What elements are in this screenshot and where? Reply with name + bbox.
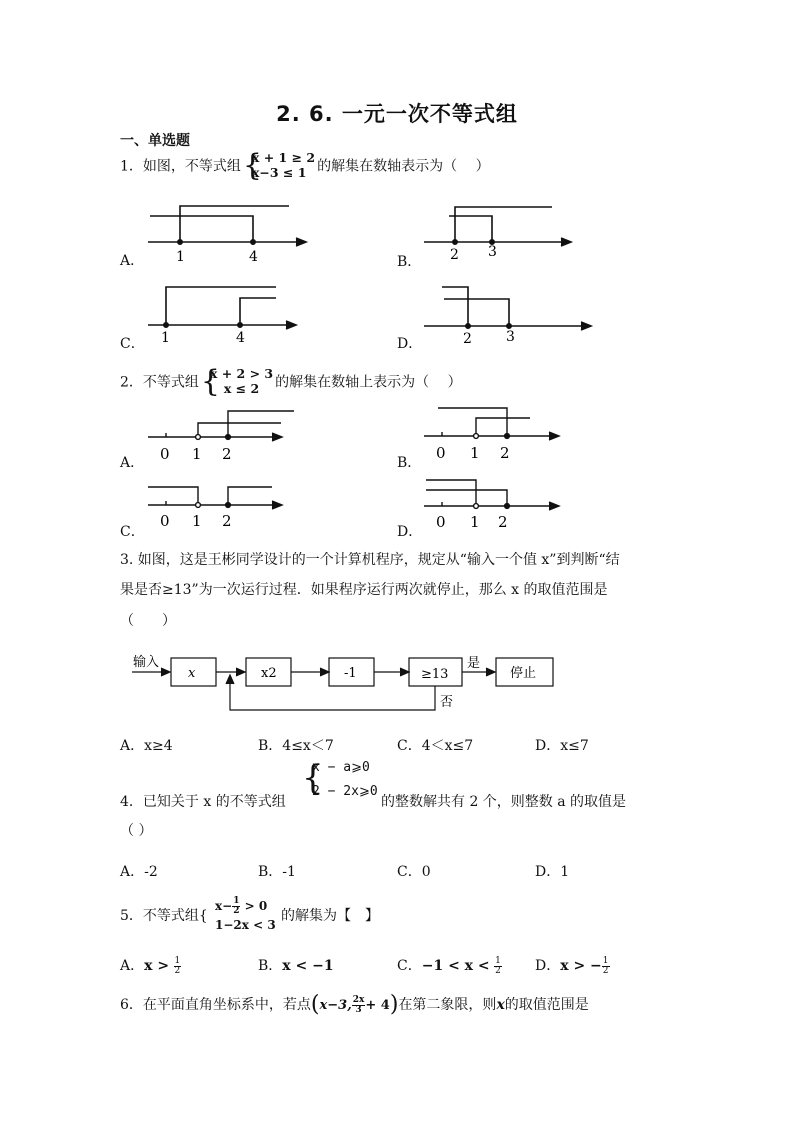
flow-yes-label: 是 bbox=[467, 656, 481, 671]
q2-d-tick-2: 2 bbox=[498, 513, 508, 531]
q3-text-line-3: （ ） bbox=[120, 613, 176, 629]
section-heading: 一、单选题 bbox=[120, 133, 190, 149]
q5-prefix: 5．不等式组{ bbox=[120, 908, 208, 924]
flow-box-check: ≥13 bbox=[421, 667, 449, 682]
q6-prefix: 6．在平面直角坐标系中，若点 bbox=[120, 997, 311, 1013]
q5-a-label: A． bbox=[120, 958, 145, 974]
q6-coord-1: x−3, bbox=[319, 998, 352, 1013]
q1-option-d-label: D． bbox=[397, 336, 423, 352]
q6-var: x bbox=[496, 997, 505, 1013]
q3-option-b: B．4≤x＜7 bbox=[258, 738, 334, 754]
q1-system: { x + 1 ≥ 2 x−3 ≤ 1 bbox=[242, 148, 316, 183]
q4-option-a: A．-2 bbox=[120, 864, 158, 880]
q5-d-label: D． bbox=[535, 958, 561, 974]
q5-d-expr: x > − bbox=[560, 958, 602, 974]
q6-coord-2: + 4 bbox=[365, 998, 390, 1013]
q2-b-tick-2: 2 bbox=[500, 444, 510, 462]
q6-suffix2: 的取值范围是 bbox=[504, 997, 589, 1013]
q1-d-tick-2: 2 bbox=[463, 331, 472, 347]
q5-d-frac bbox=[602, 957, 610, 976]
q2-a-tick-1: 1 bbox=[192, 445, 202, 463]
q2-line1: x + 2 > 3 bbox=[209, 366, 274, 381]
q2-option-b-label: B． bbox=[397, 455, 422, 471]
q5-line1 bbox=[215, 897, 276, 916]
q4-suffix: 的整数解共有 2 个，则整数 a 的取值是 bbox=[381, 794, 627, 810]
q1-line1: x + 1 ≥ 2 bbox=[251, 150, 316, 165]
q5-line2: 1−2x < 3 bbox=[215, 918, 276, 932]
q2-line2: x ≤ 2 bbox=[223, 381, 260, 396]
q2-c-tick-2: 2 bbox=[222, 512, 232, 530]
q2-a-tick-2: 2 bbox=[222, 445, 232, 463]
question-6 bbox=[120, 992, 589, 1019]
q5-d-frac-n: 1 bbox=[602, 955, 609, 966]
page-title: 2. 6. 一元一次不等式组 bbox=[276, 102, 518, 126]
q5-line1-b: > 0 bbox=[244, 899, 268, 913]
q5-a-frac bbox=[174, 957, 182, 976]
flow-box-x: x bbox=[188, 666, 196, 681]
q3-text-line-1: 3. 如图，这是王彬同学设计的一个计算机程序，规定从“输入一个值 x”到判断“结 bbox=[120, 552, 620, 568]
q2-d-tick-0: 0 bbox=[436, 513, 446, 531]
q5-frac-d: 2 bbox=[233, 906, 240, 916]
q5-b-label: B． bbox=[258, 958, 283, 974]
q5-c-frac-d: 2 bbox=[495, 965, 501, 976]
q2-option-d-label: D． bbox=[397, 524, 423, 540]
q4-option-d: D．1 bbox=[535, 864, 570, 880]
q6-suffix: 在第二象限，则 bbox=[398, 997, 497, 1013]
q1-c-tick-1: 1 bbox=[161, 330, 170, 346]
q1-a-tick-1: 1 bbox=[176, 249, 185, 265]
q2-c-tick-1: 1 bbox=[192, 512, 202, 530]
q4-option-c: C．0 bbox=[397, 864, 431, 880]
q2-suffix: 的解集在数轴上表示为（ ） bbox=[275, 374, 462, 391]
q3-option-d: D．x≤7 bbox=[535, 738, 589, 754]
q5-c-expr: −1 < x < bbox=[421, 958, 490, 974]
q6-frac-n: 2x bbox=[352, 994, 365, 1005]
q6-frac-d: 3 bbox=[355, 1004, 362, 1015]
q5-option-b bbox=[258, 955, 334, 975]
q5-a-expr: x > bbox=[144, 958, 170, 974]
q1-option-c-label: C． bbox=[120, 336, 145, 352]
q1-option-b-label: B． bbox=[397, 254, 422, 270]
q2-system: { x + 2 > 3 x ≤ 2 bbox=[200, 364, 274, 399]
q1-prefix: 1．如图，不等式组 bbox=[120, 158, 241, 175]
q6-paren-left: ( bbox=[310, 992, 320, 1017]
q1-b-tick-3: 3 bbox=[488, 244, 497, 260]
flow-box-times2: x2 bbox=[261, 666, 277, 681]
q5-c-frac-n: 1 bbox=[495, 955, 501, 966]
q5-option-c bbox=[397, 955, 502, 976]
flow-no-label: 否 bbox=[440, 695, 454, 710]
q1-b-tick-2: 2 bbox=[450, 247, 459, 263]
q1-a-tick-4: 4 bbox=[249, 249, 258, 265]
q2-d-tick-1: 1 bbox=[470, 513, 480, 531]
q6-frac bbox=[352, 996, 366, 1015]
q1-c-tick-4: 4 bbox=[236, 330, 245, 346]
q4-system: { x − a⩾0 2 − 2x⩾0 bbox=[302, 758, 378, 799]
q4-line2: 2 − 2x⩾0 bbox=[312, 784, 378, 799]
q1-line2: x−3 ≤ 1 bbox=[251, 165, 307, 180]
q4-line1: x − a⩾0 bbox=[312, 760, 370, 775]
q5-c-frac bbox=[494, 957, 502, 976]
q2-c-tick-0: 0 bbox=[160, 512, 170, 530]
q5-a-frac-d: 2 bbox=[174, 965, 181, 976]
q5-option-d bbox=[535, 955, 610, 976]
q4-prefix: 4．已知关于 x 的不等式组 bbox=[120, 794, 286, 810]
q1-d-tick-3: 3 bbox=[506, 329, 515, 345]
flow-box-minus1: -1 bbox=[344, 666, 357, 681]
q6-paren-right: ) bbox=[389, 992, 399, 1017]
q2-prefix: 2．不等式组 bbox=[120, 374, 199, 391]
q5-line1-a: x− bbox=[215, 899, 233, 913]
q5-d-frac-d: 2 bbox=[602, 965, 609, 976]
q5-option-a bbox=[120, 955, 181, 976]
q5-suffix: 的解集为【 】 bbox=[281, 908, 379, 924]
q3-option-a: A．x≥4 bbox=[120, 738, 173, 754]
q5-a-frac-n: 1 bbox=[174, 955, 181, 966]
q5-b-expr: x < −1 bbox=[282, 958, 334, 974]
flow-input-label: 输入 bbox=[133, 655, 160, 670]
q3-text-line-2: 果是否≥13”为一次运行过程．如果程序运行两次就停止，那么 x 的取值范围是 bbox=[120, 582, 608, 598]
q5-system bbox=[215, 897, 276, 932]
q2-option-c-label: C． bbox=[120, 524, 145, 540]
q4-option-b: B．-1 bbox=[258, 864, 296, 880]
q1-option-a-label: A． bbox=[120, 253, 145, 269]
q2-option-a-label: A． bbox=[120, 455, 145, 471]
q2-b-tick-1: 1 bbox=[470, 444, 480, 462]
q2-b-tick-0: 0 bbox=[436, 444, 446, 462]
q2-a-tick-0: 0 bbox=[160, 445, 170, 463]
q1-suffix: 的解集在数轴表示为（ ） bbox=[317, 158, 490, 175]
q4-line2: （ ） bbox=[120, 823, 153, 839]
q5-line1-frac bbox=[232, 897, 240, 916]
q5-c-label: C． bbox=[397, 958, 422, 974]
flow-stop-box: 停止 bbox=[510, 666, 537, 681]
q5-frac-n: 1 bbox=[233, 896, 240, 906]
q3-option-c: C．4＜x≤7 bbox=[397, 738, 474, 754]
